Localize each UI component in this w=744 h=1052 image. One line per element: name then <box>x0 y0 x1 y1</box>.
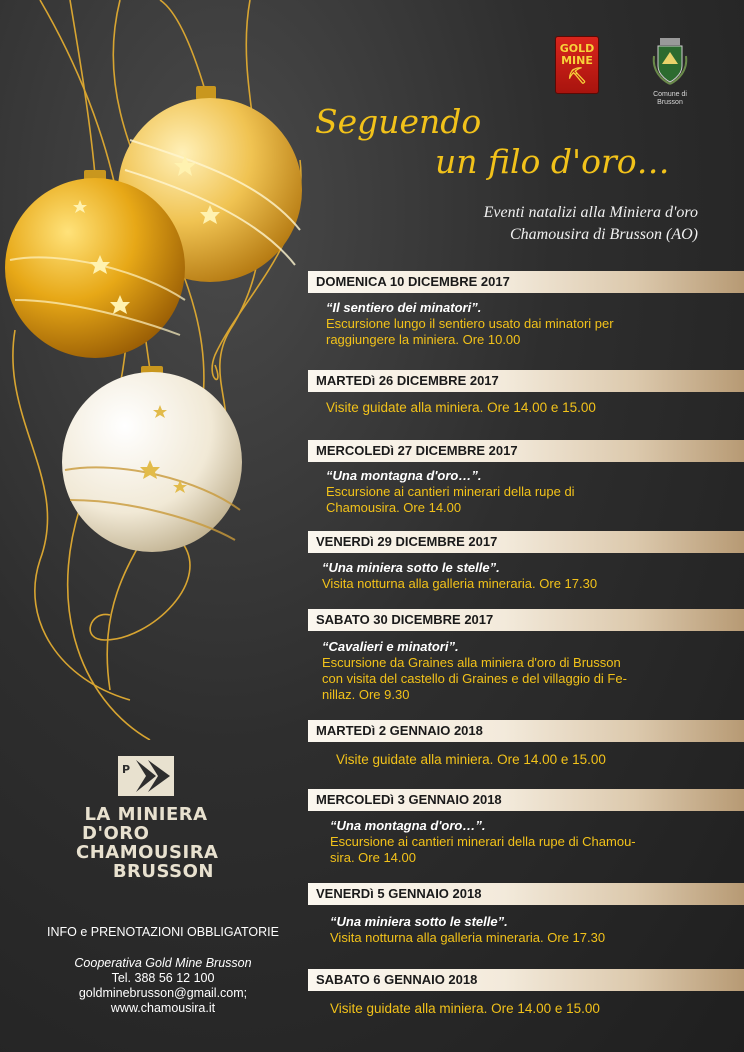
event-date-band <box>308 789 744 811</box>
event-date: VENERDì 5 GENNAIO 2018 <box>316 886 482 901</box>
event-detail-line: Visita notturna alla galleria mineraria. Ore 17.30 <box>330 930 606 945</box>
page-title-line2: un filo d'oro… <box>435 142 670 181</box>
subtitle-line2: Chamousira di Brusson (AO) <box>509 226 698 243</box>
event-detail-line: sira. Ore 14.00 <box>330 850 416 865</box>
event-date: SABATO 30 DICEMBRE 2017 <box>316 612 494 627</box>
email-address[interactable]: goldminebrusson@gmail.com; <box>78 986 248 1000</box>
event-name: “Una montagna d'oro…”. <box>330 818 486 833</box>
event-detail-line: Escursione ai cantieri minerari della rupe di Chamou- <box>330 834 636 849</box>
event-detail-line: Escursione ai cantieri minerari della rupe di <box>326 484 575 499</box>
contact-info <box>32 956 294 1016</box>
event-description <box>322 639 627 703</box>
event-detail-line: Visite guidate alla miniera. Ore 14.00 e 15.00 <box>336 752 606 767</box>
event-description <box>326 468 575 516</box>
event-date-band <box>308 609 744 631</box>
event-date-band <box>308 883 744 905</box>
subtitle-line1: Eventi natalizi alla Miniera d'oro <box>483 204 698 221</box>
event-date: MERCOLEDì 27 DICEMBRE 2017 <box>316 443 518 458</box>
event-detail-line: nillaz. Ore 9.30 <box>322 687 410 702</box>
event-date-band <box>308 531 744 553</box>
organization-name: Cooperativa Gold Mine Brusson <box>74 956 252 970</box>
christmas-ornaments-decoration <box>0 0 330 740</box>
event-name: “Cavalieri e minatori”. <box>322 639 459 654</box>
gold-mine-logo-line2: MINE <box>561 54 593 67</box>
la-miniera-doro-logo <box>76 756 219 882</box>
event-detail-line: Chamousira. Ore 14.00 <box>326 500 462 515</box>
event-detail-line: Escursione lungo il sentiero usato dai minatori per <box>326 316 614 331</box>
comune-brusson-crest <box>644 36 696 106</box>
event-date-band <box>308 271 744 293</box>
mine-logo-line3: CHAMOUSIRA <box>76 842 219 863</box>
event-date: DOMENICA 10 DICEMBRE 2017 <box>316 274 510 289</box>
comune-label-line2: Brusson <box>657 99 683 106</box>
gold-mine-logo <box>555 36 599 94</box>
mine-logo-line4: BRUSSON <box>112 861 214 882</box>
event-description <box>330 914 605 946</box>
event-date: MARTEDì 2 GENNAIO 2018 <box>316 723 483 738</box>
event-date-band <box>308 720 744 742</box>
phone-number[interactable]: Tel. 388 56 12 100 <box>111 971 215 985</box>
event-detail-line: con visita del castello di Graines e del villaggio di Fe- <box>322 671 627 686</box>
mine-emblem-icon <box>118 756 174 796</box>
event-date: VENERDì 29 DICEMBRE 2017 <box>316 534 498 549</box>
event-detail-line: Escursione da Graines alla miniera d'oro di Brusson <box>322 655 621 670</box>
event-detail-line: Visite guidate alla miniera. Ore 14.00 e 15.00 <box>326 400 596 415</box>
event-name: “Una miniera sotto le stelle”. <box>330 914 508 929</box>
event-description <box>322 560 597 592</box>
event-name: “Il sentiero dei minatori”. <box>326 300 482 315</box>
gold-mine-logo-line1: GOLD <box>559 42 595 55</box>
website-link[interactable]: www.chamousira.it <box>110 1001 216 1015</box>
event-description <box>336 752 606 768</box>
event-detail-line: Visite guidate alla miniera. Ore 14.00 e 15.00 <box>330 1001 600 1016</box>
mine-cart-icon: ⛏ <box>566 66 588 85</box>
svg-text:P: P <box>122 763 131 776</box>
event-detail-line: raggiungere la miniera. Ore 10.00 <box>326 332 521 347</box>
event-description <box>330 1001 600 1017</box>
mine-logo-line1: LA MINIERA <box>84 804 208 825</box>
event-date-band <box>308 440 744 462</box>
page-title-line1: Seguendo <box>315 102 482 141</box>
coat-of-arms-icon <box>650 36 690 86</box>
comune-label-line1: Comune di <box>653 91 687 98</box>
mine-logo-line2: D'ORO <box>82 823 150 844</box>
event-date-band <box>308 969 744 991</box>
event-detail-line: Visita notturna alla galleria mineraria. Ore 17.30 <box>322 576 598 591</box>
event-name: “Una miniera sotto le stelle”. <box>322 560 500 575</box>
info-heading: INFO e PRENOTAZIONI OBBLIGATORIE <box>47 925 279 939</box>
event-date: SABATO 6 GENNAIO 2018 <box>316 972 478 987</box>
event-description <box>326 400 596 416</box>
event-date: MERCOLEDì 3 GENNAIO 2018 <box>316 792 502 807</box>
event-name: “Una montagna d'oro…”. <box>326 468 482 483</box>
event-description <box>330 818 636 866</box>
event-date-band <box>308 370 744 392</box>
event-description <box>326 300 614 348</box>
event-date: MARTEDì 26 DICEMBRE 2017 <box>316 373 499 388</box>
